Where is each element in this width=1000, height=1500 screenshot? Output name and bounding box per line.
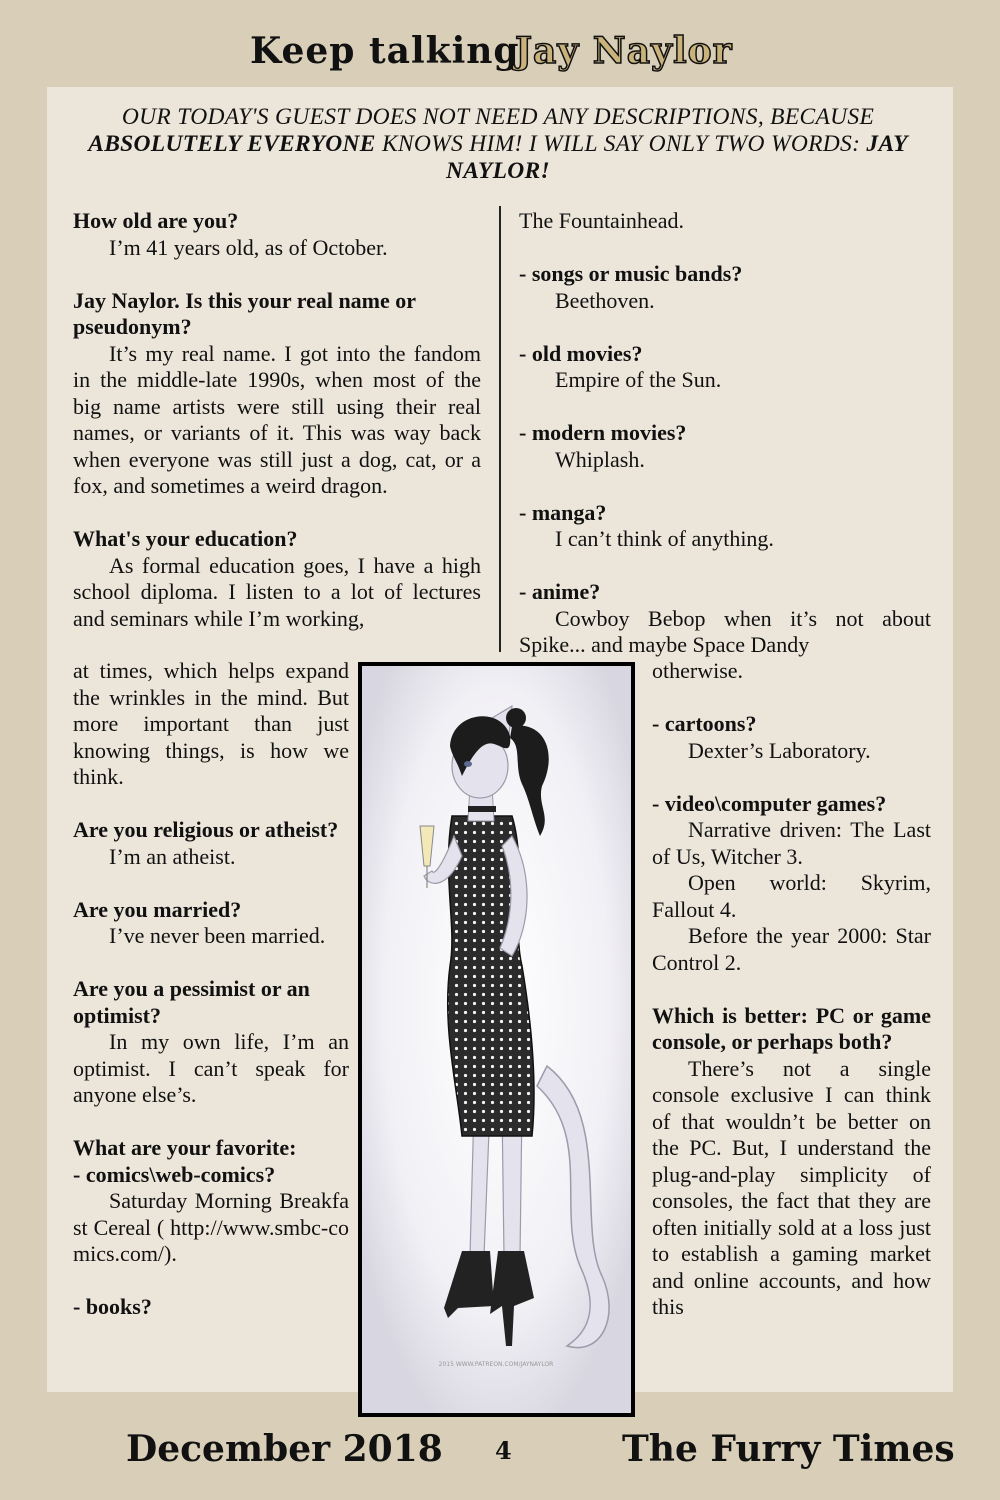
right-column-lower: [652, 658, 931, 1321]
column-title: Keep talking: [250, 30, 520, 72]
answer: Saturday Morning Breakfast Cereal ( http://www.smbc-comics.com/).: [73, 1188, 349, 1266]
answer: Cowboy Bebop when it’s not about Spike... and maybe Space Dandy: [519, 605, 931, 657]
answer: I’m an atheist.: [109, 843, 236, 869]
question: Which is better: PC or game console, or perhaps both?: [652, 1002, 931, 1054]
left-column-lower: [73, 658, 349, 1321]
question: Are you religious or atheist?: [73, 817, 339, 842]
answer: Whiplash.: [555, 446, 645, 472]
question: - modern movies?: [519, 420, 687, 445]
answer: Dexter’s Laboratory.: [688, 737, 871, 763]
answer: Beethoven.: [555, 287, 655, 313]
intro-emphasis-1: ABSOLUTELY EVERYONE: [88, 131, 376, 157]
intro-paragraph: [80, 104, 916, 185]
cat-character-illustration: [362, 666, 631, 1413]
intro-text-2: KNOWS HIM! I WILL SAY ONLY TWO WORDS:: [381, 131, 861, 157]
eye: [464, 761, 472, 767]
answer: In my own life, I’m an optimist. I can’t speak for anyone else’s.: [73, 1029, 349, 1107]
page-number: 4: [495, 1436, 512, 1465]
answer: Before the year 2000: Star Control 2.: [652, 923, 931, 975]
question: How old are you?: [73, 208, 239, 233]
publication-name: The Furry Times: [622, 1428, 955, 1470]
right-column-upper: [519, 208, 931, 659]
question: Are you a pessimist or an optimist?: [73, 976, 310, 1028]
choker: [468, 806, 496, 812]
column-divider: [499, 206, 501, 652]
question: - comics\web-comics?: [73, 1161, 276, 1187]
guest-name-title: Jay Naylor: [515, 30, 733, 72]
question: What are your favorite:: [73, 1135, 297, 1160]
illustration-frame: [358, 662, 635, 1417]
answer: There’s not a single console exclusive I can think of that wouldn’t be better on the PC. But, I understand the plug-and-play simplicity of consoles, the fact that they are often initially sold at a loss just to establish a gaming market and online accounts, and how this: [652, 1055, 931, 1319]
answer-continued: at times, which helps expand the wrinkles in the mind. But more important than just knowing things, is how we think.: [73, 658, 349, 789]
question: - video\computer games?: [652, 790, 887, 816]
question: - books?: [73, 1294, 152, 1319]
answer: As formal education goes, I have a high school diploma. I listen to a lot of lectures and seminars while I’m working,: [73, 552, 481, 631]
intro-text-1: OUR TODAY'S GUEST DOES NOT NEED ANY DESCRIPTIONS, BECAUSE: [121, 104, 875, 130]
question: - songs or music bands?: [519, 261, 743, 286]
answer: The Fountainhead.: [519, 208, 684, 233]
answer: It’s my real name. I got into the fandom in the middle-late 1990s, when most of the big name artists were still using their real names, or variants of it. This was way back when everyone was still just a dog, cat, or a fox, and sometimes a weird dragon.: [73, 340, 481, 498]
left-column-upper: [73, 208, 481, 632]
answer-continued: otherwise.: [652, 658, 744, 683]
question: What's your education?: [73, 526, 298, 551]
answer: Empire of the Sun.: [555, 367, 722, 392]
question: - manga?: [519, 499, 607, 525]
answer: I can’t think of anything.: [555, 526, 774, 551]
footer-date: December 2018: [126, 1428, 443, 1470]
question: Jay Naylor. Is this your real name or pseudonym?: [73, 287, 416, 339]
question: Are you married?: [73, 896, 242, 922]
question: - anime?: [519, 579, 601, 604]
intro-emphasis-2: JAY NAYLOR!: [446, 131, 908, 184]
answer: Narrative driven: The Last of Us, Witcher 3.: [652, 817, 931, 869]
question: - cartoons?: [652, 711, 757, 736]
answer: I’ve never been married.: [109, 923, 326, 948]
hair-bun: [506, 708, 526, 728]
question: - old movies?: [519, 340, 643, 366]
answer: Open world: Skyrim, Fallout 4.: [652, 870, 931, 922]
page-header: [0, 22, 1000, 82]
answer: I’m 41 years old, as of October.: [109, 234, 388, 260]
watermark: 2015 WWW.PATREON.COM/JAYNAYLOR: [438, 1361, 554, 1368]
